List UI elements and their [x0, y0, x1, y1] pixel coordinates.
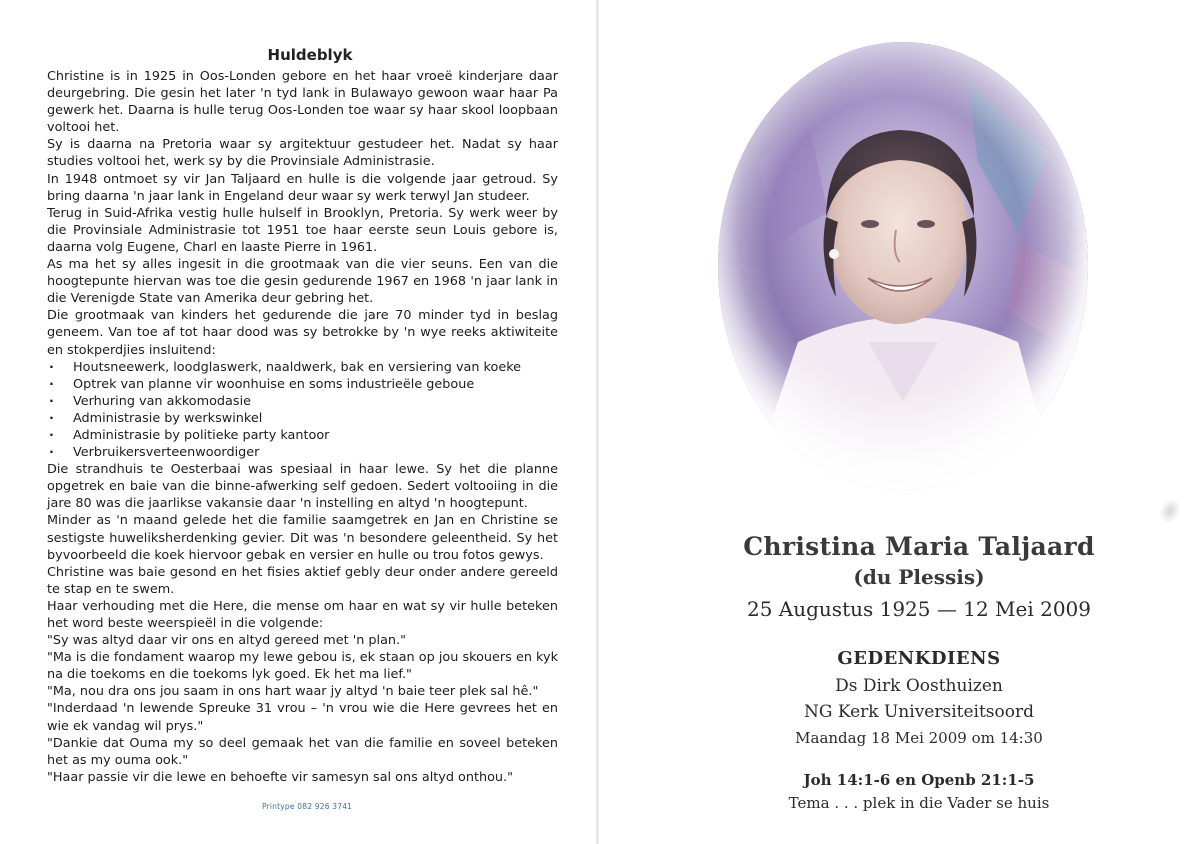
tribute-paragraph: Sy is daarna na Pretoria waar sy argitektuur gestudeer het. Nadat sy haar studies voltooi het, werk sy by die Provinsiale Administrasie. [47, 137, 558, 170]
tribute-paragraph: Christine was baie gesond en het fisies aktief gebly deur onder andere gereeld te stap en te swem. [47, 564, 558, 597]
portrait-vignette [718, 42, 1088, 490]
service-theme: Tema . . . plek in die Vader se huis [788, 794, 1050, 812]
tribute-paragraph: Christine is in 1925 in Oos-Londen gebore en het haar vroeë kinderjare daar deurgebring. Die gesin het later 'n tyd lank in Bulawayo gewoon waar haar Pa gewerk het. Daarna is hulle terug Oos-Londen toe waar sy haar skool loopbaan voltooi het. [47, 69, 558, 136]
tribute-page [0, 0, 598, 844]
tribute-paragraph: Die strandhuis te Oesterbaai was spesiaal in haar lewe. Sy het die planne opgetrek en baie van die binne-afwerking self gedoen. Sedert voltooiing in die jare 80 was die jaarlikse vakansie daar 'n instelling en altyd 'n hoogtepunt. [47, 462, 558, 512]
tribute-paragraph: Haar verhouding met die Here, die mense om haar en wat sy vir hulle beteken het word beste weerspieël in die volgende: [47, 598, 558, 631]
list-item: · Optrek van planne vir woonhuise en soms industrieële geboue [47, 376, 558, 393]
tribute-paragraph: Terug in Suid-Afrika vestig hulle hulself in Brooklyn, Pretoria. Sy werk weer by die Provinsiale Administrasie tot 1951 toe haar eerste seun Louis gebore is, daarna volg Eugene, Charl en laaste Pierre in 1961. [47, 205, 558, 255]
tribute-paragraph: Minder as 'n maand gelede het die familie saamgetrek en Jan en Christine se sestigste huweliksherdenking gevier. Dit was 'n besondere geleentheid. Sy het byvoorbeeld die koek hiervoor gebak en versier en hulle ou trou fotos gewys. [47, 513, 558, 563]
portrait-photo [718, 42, 1088, 490]
list-item: · Administrasie by politieke party kantoor [47, 427, 558, 444]
maiden-name: (du Plessis) [853, 565, 985, 589]
service-title: GEDENKDIENS [837, 648, 1001, 669]
list-item: · Verbruikersverteenwoordiger [47, 444, 558, 461]
activities-list [47, 359, 558, 462]
tribute-quote: "Ma, nou dra ons jou saam in ons hart waar jy altyd 'n baie teer plek sal hê." [47, 684, 539, 700]
tribute-quote: "Ma is die fondament waarop my lewe gebou is, ek staan op jou skouers en kyk na die toekoms en die toekoms lyk goed. Ek het ma lief." [47, 650, 558, 683]
church-name: NG Kerk Universiteitsoord [803, 702, 1035, 722]
printer-credit: Printype 082 926 3741 [262, 802, 353, 811]
list-item: · Houtsneewerk, loodglaswerk, naaldwerk, bak en versiering van koeke [47, 359, 558, 376]
tribute-body [47, 68, 558, 786]
tribute-quote: "Inderdaad 'n lewende Spreuke 31 vrou – 'n vrou wie die Here gevrees het en wie ek vandag wil prys." [47, 701, 558, 734]
tribute-quote: "Haar passie vir die lewe en behoefte vir samesyn sal ons altyd onthou." [47, 769, 513, 785]
tribute-paragraph: Die grootmaak van kinders het gedurende die jare 70 minder tyd in beslag geneem. Van toe af tot haar dood was sy betrokke by 'n wye reeks aktiwiteite en stokperdjies insluitend: [47, 308, 558, 358]
tribute-paragraph: As ma het sy alles ingesit in die grootmaak van die vier seuns. Een van die hoogtepunte hiervan was toe die gesin gedurende 1967 en 1968 'n jaar lank in die Verenigde State van Amerika deur gebring het. [47, 257, 558, 307]
officiating-minister: Ds Dirk Oosthuizen [835, 676, 1003, 696]
tribute-paragraph: In 1948 ontmoet sy vir Jan Taljaard en hulle is die volgende jaar getroud. Sy bring daarna 'n jaar lank in Engeland deur waar sy werk terwyl Jan studeer. [47, 171, 558, 204]
scripture-reading: Joh 14:1-6 en Openb 21:1-5 [803, 771, 1035, 789]
list-item: · Verhuring van akkomodasie [47, 393, 558, 410]
life-dates: 25 Augustus 1925 — 12 Mei 2009 [746, 597, 1091, 621]
tribute-heading: Huldeblyk [267, 46, 353, 64]
service-datetime: Maandag 18 Mei 2009 om 14:30 [795, 729, 1043, 747]
tribute-quote: "Sy was altyd daar vir ons en altyd gereed met 'n plan." [47, 633, 406, 649]
cover-page [598, 0, 1200, 844]
tribute-quote: "Dankie dat Ouma my so deel gemaak het van die familie en soveel beteken het as my ouma ook." [47, 735, 558, 768]
paper-smudge [1155, 495, 1185, 528]
list-item: · Administrasie by werkswinkel [47, 410, 558, 427]
deceased-name: Christina Maria Taljaard [743, 532, 1095, 561]
